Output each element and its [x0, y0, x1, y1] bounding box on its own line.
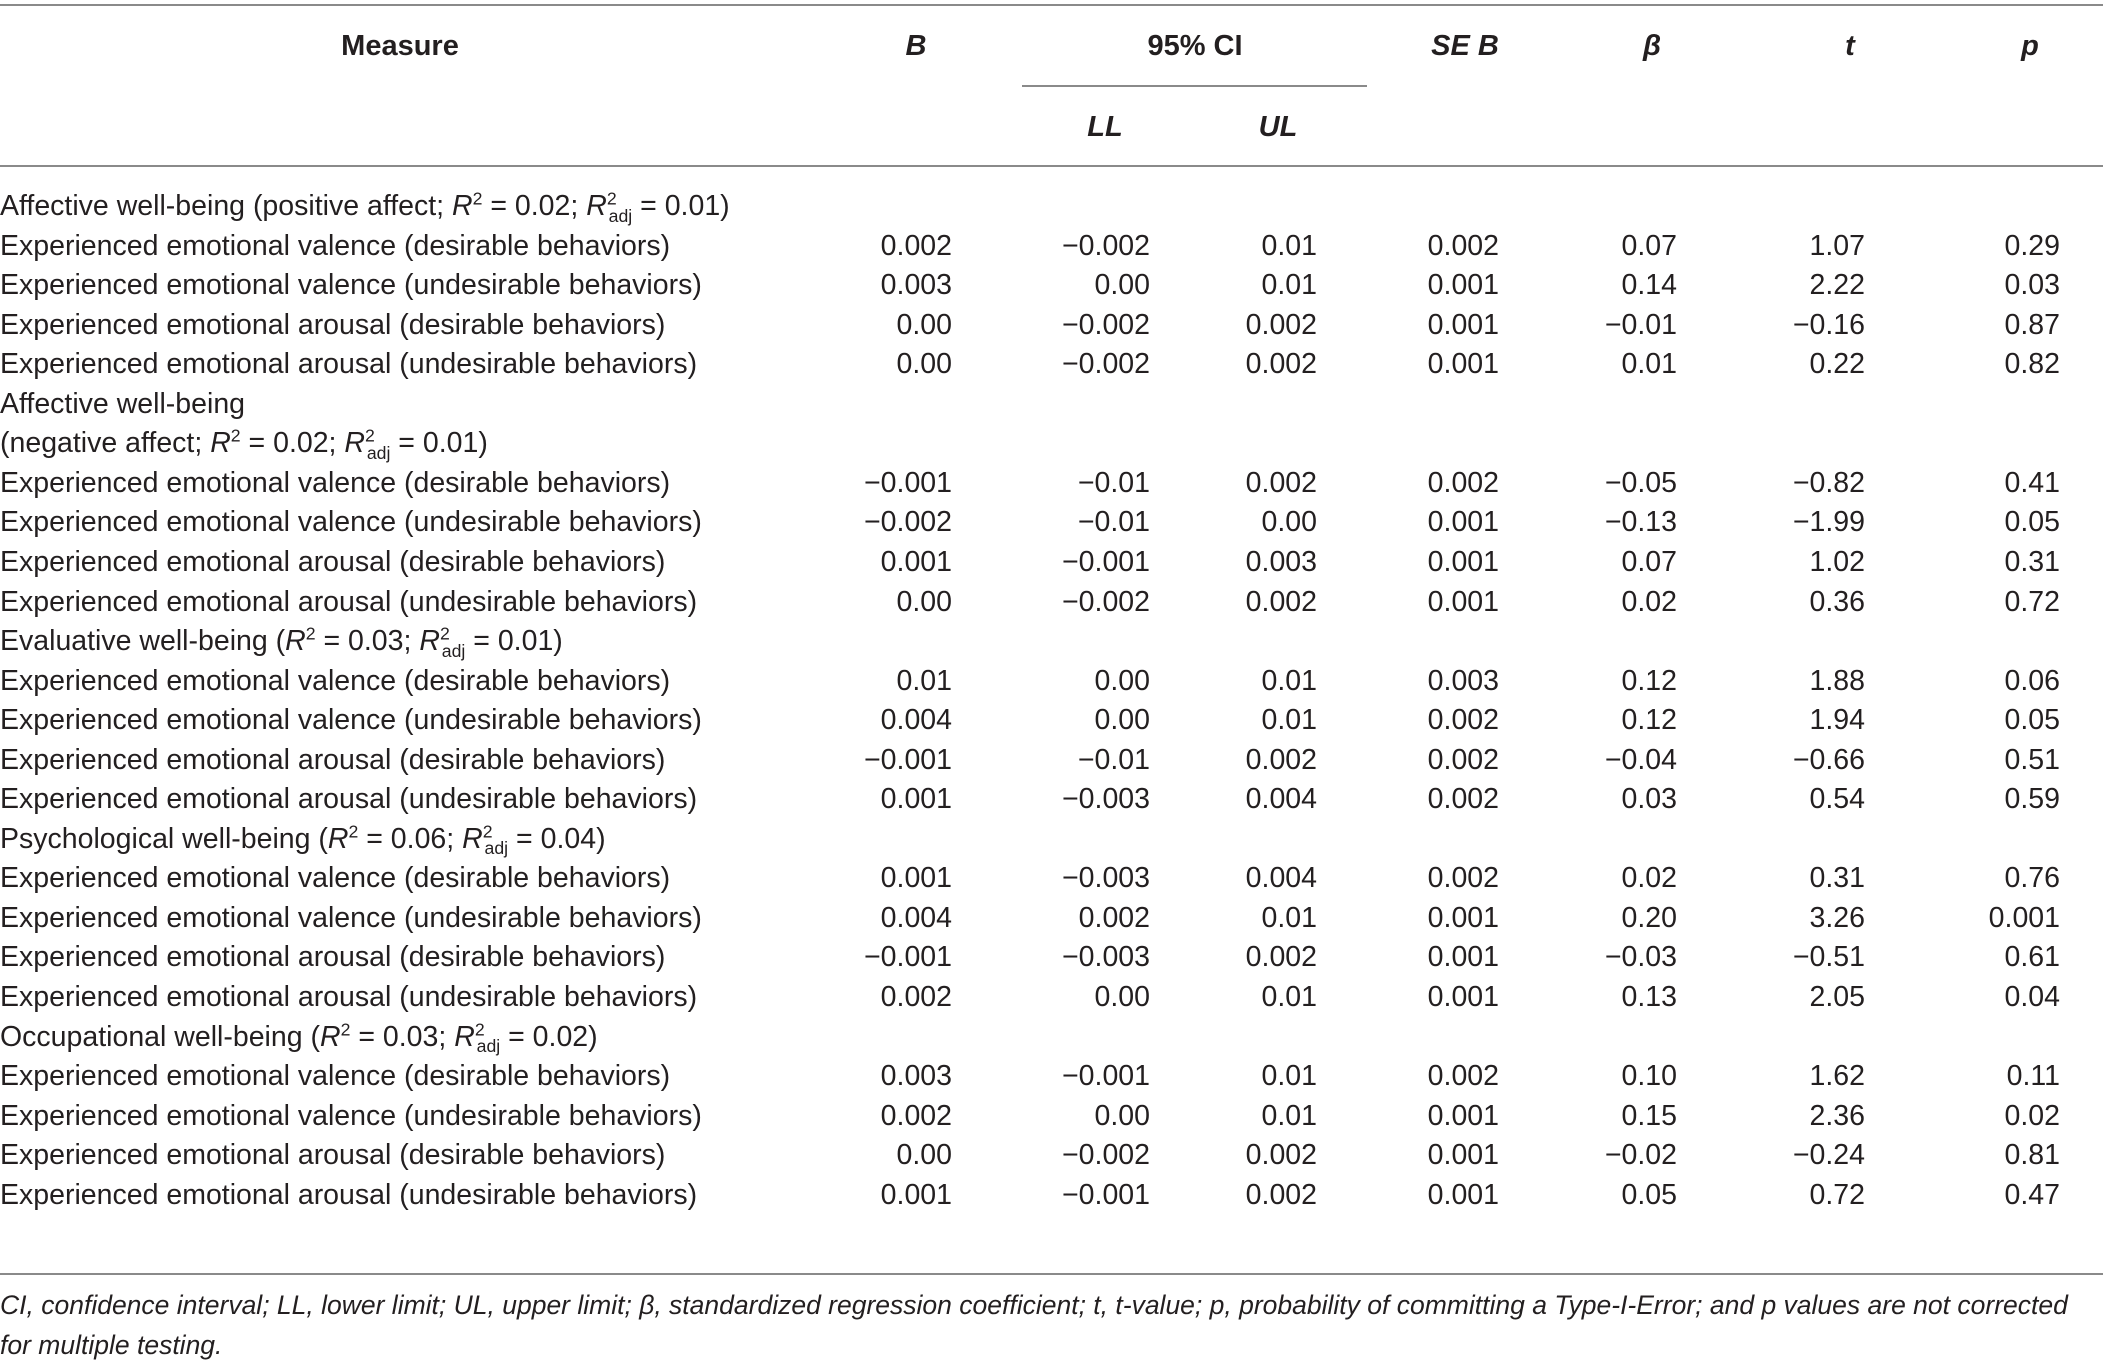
- cell-p: 0.06: [2004, 664, 2060, 697]
- adj-subscript: adj: [476, 1036, 501, 1057]
- cell-p: 0.05: [2004, 506, 2060, 539]
- cell-se: 0.001: [1427, 585, 1499, 618]
- row-measure: Experienced emotional valence (desirable behaviors): [0, 229, 671, 262]
- cell-beta: 0.02: [1621, 862, 1677, 895]
- cell-p: 0.59: [2004, 783, 2060, 816]
- cell-ul: 0.01: [1261, 1099, 1317, 1132]
- r-squared-symbol: R: [285, 625, 306, 658]
- row-measure: Experienced emotional arousal (undesirable behaviors): [0, 981, 698, 1013]
- cell-se: 0.003: [1427, 664, 1499, 697]
- header-measure: Measure: [341, 30, 459, 62]
- section-title: Psychological well-being ($R^2 = 0.06$; $R^2_{adj} = 0.04$): [0, 821, 606, 859]
- cell-ll: −0.01: [1077, 466, 1150, 499]
- cell-ll: −0.002: [1062, 1139, 1150, 1172]
- cell-beta: 0.07: [1621, 545, 1677, 578]
- cell-t: −0.51: [1792, 941, 1865, 974]
- row-measure: Experienced emotional arousal (undesirable behaviors): [0, 1178, 698, 1211]
- cell-b: 0.001: [880, 783, 952, 816]
- row-measure: Experienced emotional valence (undesirable behaviors): [0, 901, 702, 934]
- cell-beta: 0.01: [1621, 348, 1677, 381]
- cell-se: 0.001: [1427, 308, 1499, 341]
- adj-subscript: adj: [484, 838, 509, 859]
- r-squared-sup: 2: [474, 1019, 485, 1040]
- r-squared-sup: 2: [340, 1019, 351, 1040]
- cell-b: 0.00: [896, 348, 952, 381]
- cell-t: −0.82: [1792, 466, 1865, 499]
- cell-beta: 0.07: [1621, 229, 1677, 262]
- cell-t: 1.88: [1809, 664, 1865, 697]
- cell-se: 0.001: [1427, 506, 1499, 539]
- cell-se: 0.001: [1427, 269, 1499, 302]
- row-measure: Experienced emotional valence (undesirable behaviors): [0, 704, 702, 737]
- cell-beta: −0.04: [1604, 743, 1677, 776]
- ci-underline: [1022, 85, 1367, 87]
- cell-p: 0.87: [2004, 308, 2060, 341]
- row-measure: Experienced emotional arousal (desirable behaviors): [0, 1139, 666, 1172]
- cell-b: −0.001: [864, 743, 952, 776]
- cell-t: 0.54: [1809, 783, 1865, 816]
- cell-t: −1.99: [1792, 506, 1865, 539]
- cell-beta: 0.20: [1621, 901, 1677, 934]
- header-ci: 95% CI: [1147, 30, 1243, 62]
- cell-se: 0.002: [1427, 229, 1499, 262]
- cell-p: 0.11: [2006, 1060, 2060, 1093]
- r-squared-sup: 2: [606, 188, 617, 209]
- cell-b: 0.001: [880, 862, 952, 895]
- cell-t: 3.26: [1809, 901, 1865, 934]
- cell-se: 0.001: [1427, 1139, 1499, 1172]
- cell-ll: −0.001: [1062, 545, 1150, 578]
- cell-ll: 0.00: [1094, 269, 1150, 302]
- cell-ll: −0.003: [1062, 862, 1150, 895]
- top-rule: [0, 4, 2103, 6]
- cell-se: 0.001: [1427, 901, 1499, 934]
- r-squared-symbol: R: [419, 625, 440, 658]
- cell-beta: 0.02: [1621, 585, 1677, 618]
- cell-ul: 0.01: [1261, 901, 1317, 934]
- cell-b: 0.00: [896, 585, 952, 618]
- cell-se: 0.002: [1427, 466, 1499, 499]
- cell-ul: 0.01: [1261, 981, 1317, 1013]
- cell-p: 0.41: [2004, 466, 2060, 499]
- r-squared-symbol: R: [452, 190, 473, 222]
- cell-ll: −0.002: [1062, 585, 1150, 618]
- cell-beta: 0.05: [1621, 1178, 1677, 1211]
- cell-p: 0.61: [2004, 941, 2060, 974]
- cell-se: 0.002: [1427, 704, 1499, 737]
- cell-b: 0.001: [880, 1178, 952, 1211]
- cell-ul: 0.002: [1245, 348, 1317, 381]
- cell-ul: 0.002: [1245, 308, 1317, 341]
- cell-beta: −0.01: [1604, 308, 1677, 341]
- cell-p: 0.81: [2004, 1139, 2060, 1172]
- cell-ll: −0.002: [1062, 308, 1150, 341]
- r-squared-symbol: R: [586, 190, 607, 222]
- cell-ll: −0.001: [1062, 1178, 1150, 1211]
- row-measure: Experienced emotional arousal (desirable behaviors): [0, 743, 666, 776]
- cell-b: 0.002: [880, 229, 952, 262]
- cell-p: 0.05: [2004, 704, 2060, 737]
- cell-t: 1.94: [1809, 704, 1865, 737]
- cell-ll: −0.003: [1062, 783, 1150, 816]
- cell-b: 0.002: [880, 981, 952, 1013]
- r-squared-sup: 2: [348, 821, 359, 842]
- adj-subscript: adj: [366, 442, 391, 463]
- cell-t: 2.05: [1809, 981, 1865, 1013]
- r-squared-symbol: R: [454, 1020, 475, 1053]
- cell-se: 0.002: [1427, 862, 1499, 895]
- r-squared-sup: 2: [482, 821, 493, 842]
- section-title: Evaluative well-being ($R^2 = 0.03$; $R^2_{adj} = 0.01$): [0, 623, 563, 661]
- cell-beta: 0.14: [1621, 269, 1677, 302]
- cell-beta: 0.15: [1621, 1099, 1677, 1132]
- row-measure: Experienced emotional arousal (undesirable behaviors): [0, 585, 698, 618]
- row-measure: Experienced emotional valence (undesirable behaviors): [0, 506, 702, 539]
- cell-t: 0.22: [1809, 348, 1865, 381]
- cell-p: 0.03: [2004, 269, 2060, 302]
- cell-beta: −0.02: [1604, 1139, 1677, 1172]
- cell-ll: −0.002: [1062, 229, 1150, 262]
- cell-ul: 0.01: [1261, 229, 1317, 262]
- cell-ul: 0.002: [1245, 743, 1317, 776]
- row-measure: Experienced emotional valence (undesirable behaviors): [0, 269, 702, 302]
- cell-ul: 0.002: [1245, 941, 1317, 974]
- row-measure: Experienced emotional arousal (undesirable behaviors): [0, 348, 698, 381]
- section-title: Affective well-being (positive affect; $R^2 = 0.02$; $R^2_{adj} = 0.01$): [0, 188, 730, 226]
- cell-t: −0.16: [1792, 308, 1865, 341]
- cell-b: 0.004: [880, 704, 952, 737]
- cell-ul: 0.01: [1261, 704, 1317, 737]
- header-p: p: [2021, 30, 2039, 62]
- cell-se: 0.001: [1427, 981, 1499, 1013]
- header-bottom-rule: [0, 165, 2103, 167]
- cell-b: 0.001: [880, 545, 952, 578]
- cell-se: 0.002: [1427, 783, 1499, 816]
- cell-se: 0.001: [1427, 545, 1499, 578]
- header-se-b: SE B: [1431, 30, 1499, 62]
- cell-ll: 0.002: [1078, 901, 1150, 934]
- cell-b: 0.01: [896, 664, 952, 697]
- cell-t: −0.66: [1792, 743, 1865, 776]
- cell-ul: 0.002: [1245, 1178, 1317, 1211]
- row-measure: Experienced emotional arousal (desirable behaviors): [0, 941, 666, 974]
- cell-beta: 0.10: [1621, 1060, 1677, 1093]
- r-squared-sup: 2: [439, 623, 450, 644]
- row-measure: Experienced emotional valence (undesirable behaviors): [0, 1099, 702, 1132]
- cell-se: 0.001: [1427, 1099, 1499, 1132]
- r-squared-sup: 2: [230, 425, 241, 446]
- cell-ll: 0.00: [1094, 981, 1150, 1013]
- cell-ll: −0.01: [1077, 506, 1150, 539]
- cell-ll: 0.00: [1094, 704, 1150, 737]
- cell-ul: 0.002: [1245, 1139, 1317, 1172]
- section-title: (negative affect; $R^2 = 0.02$; $R^2_{adj} = 0.01$): [0, 425, 488, 463]
- header-ll: LL: [1087, 111, 1123, 143]
- adj-subscript: adj: [608, 205, 633, 226]
- header-t: t: [1845, 30, 1855, 62]
- cell-ul: 0.01: [1261, 1060, 1317, 1093]
- cell-b: −0.001: [864, 941, 952, 974]
- r-squared-sup: 2: [365, 425, 375, 446]
- cell-beta: 0.12: [1621, 664, 1677, 697]
- cell-ul: 0.01: [1261, 269, 1317, 302]
- row-measure: Experienced emotional arousal (undesirable behaviors): [0, 783, 698, 816]
- section-title: Affective well-being: [0, 387, 246, 420]
- cell-se: 0.001: [1427, 348, 1499, 381]
- row-measure: Experienced emotional arousal (desirable behaviors): [0, 308, 666, 341]
- cell-t: 1.07: [1809, 229, 1865, 262]
- cell-p: 0.72: [2004, 585, 2060, 618]
- cell-t: 1.62: [1809, 1060, 1865, 1093]
- table-bottom-rule: [0, 1273, 2103, 1275]
- section-title: Occupational well-being ($R^2 = 0.03$; $R^2_{adj} = 0.02$): [0, 1019, 598, 1057]
- r-squared-sup: 2: [472, 188, 483, 209]
- cell-b: −0.001: [864, 466, 952, 499]
- cell-ll: −0.002: [1062, 348, 1150, 381]
- cell-b: 0.00: [896, 308, 952, 341]
- r-squared-symbol: R: [462, 822, 483, 855]
- adj-subscript: adj: [441, 640, 466, 661]
- cell-t: 0.31: [1809, 862, 1865, 895]
- cell-beta: −0.05: [1604, 466, 1677, 499]
- cell-p: 0.82: [2004, 348, 2060, 381]
- r-squared-symbol: R: [344, 427, 365, 460]
- cell-ll: 0.00: [1094, 664, 1150, 697]
- cell-se: 0.002: [1427, 1060, 1499, 1093]
- cell-p: 0.47: [2004, 1178, 2060, 1211]
- cell-p: 0.31: [2004, 545, 2060, 578]
- cell-p: 0.76: [2004, 862, 2060, 895]
- cell-p: 0.02: [2004, 1099, 2060, 1132]
- cell-b: 0.004: [880, 901, 952, 934]
- cell-ll: 0.00: [1094, 1099, 1150, 1132]
- cell-b: 0.002: [880, 1099, 952, 1132]
- cell-ul: 0.004: [1245, 783, 1317, 816]
- cell-t: 0.36: [1809, 585, 1865, 618]
- cell-beta: 0.13: [1621, 981, 1677, 1013]
- cell-se: 0.001: [1427, 941, 1499, 974]
- cell-b: 0.003: [880, 1060, 952, 1093]
- cell-ul: 0.00: [1261, 506, 1317, 539]
- cell-t: 0.72: [1809, 1178, 1865, 1211]
- table-footnote: CI, confidence interval; LL, lower limit; UL, upper limit; β, standardized regression coefficient; t, t-value; p, probability of committing a Type-I-Error; and p values are not corrected for multiple testing.: [0, 1290, 2068, 1360]
- cell-t: −0.24: [1792, 1139, 1865, 1172]
- cell-b: 0.00: [896, 1139, 952, 1172]
- r-squared-sup: 2: [305, 623, 316, 644]
- cell-p: 0.29: [2004, 229, 2060, 262]
- cell-t: 2.36: [1809, 1099, 1865, 1132]
- cell-se: 0.001: [1427, 1178, 1499, 1211]
- row-measure: Experienced emotional valence (desirable behaviors): [0, 664, 671, 697]
- r-squared-symbol: R: [210, 427, 231, 460]
- cell-se: 0.002: [1427, 743, 1499, 776]
- row-measure: Experienced emotional arousal (desirable behaviors): [0, 545, 666, 578]
- row-measure: Experienced emotional valence (desirable behaviors): [0, 862, 671, 895]
- cell-ul: 0.002: [1245, 585, 1317, 618]
- cell-ul: 0.003: [1245, 545, 1317, 578]
- cell-ll: −0.003: [1062, 941, 1150, 974]
- cell-ul: 0.01: [1261, 664, 1317, 697]
- cell-t: 2.22: [1809, 269, 1865, 302]
- header-ul: UL: [1258, 111, 1298, 143]
- cell-ul: 0.004: [1245, 862, 1317, 895]
- cell-b: 0.003: [880, 269, 952, 302]
- row-measure: Experienced emotional valence (desirable behaviors): [0, 1060, 671, 1093]
- header-beta: β: [1643, 30, 1661, 62]
- cell-p: 0.04: [2004, 981, 2060, 1013]
- cell-beta: 0.03: [1621, 783, 1677, 816]
- cell-ll: −0.01: [1077, 743, 1150, 776]
- cell-beta: −0.03: [1604, 941, 1677, 974]
- r-squared-symbol: R: [320, 1020, 341, 1053]
- row-measure: Experienced emotional valence (desirable behaviors): [0, 466, 671, 499]
- cell-p: 0.51: [2004, 743, 2060, 776]
- cell-p: 0.001: [1988, 901, 2060, 934]
- header-b: B: [905, 30, 927, 62]
- cell-t: 1.02: [1809, 545, 1865, 578]
- cell-b: −0.002: [864, 506, 952, 539]
- r-squared-symbol: R: [327, 822, 349, 855]
- cell-beta: 0.12: [1621, 704, 1677, 737]
- cell-ul: 0.002: [1245, 466, 1317, 499]
- cell-beta: −0.13: [1604, 506, 1677, 539]
- cell-ll: −0.001: [1062, 1060, 1150, 1093]
